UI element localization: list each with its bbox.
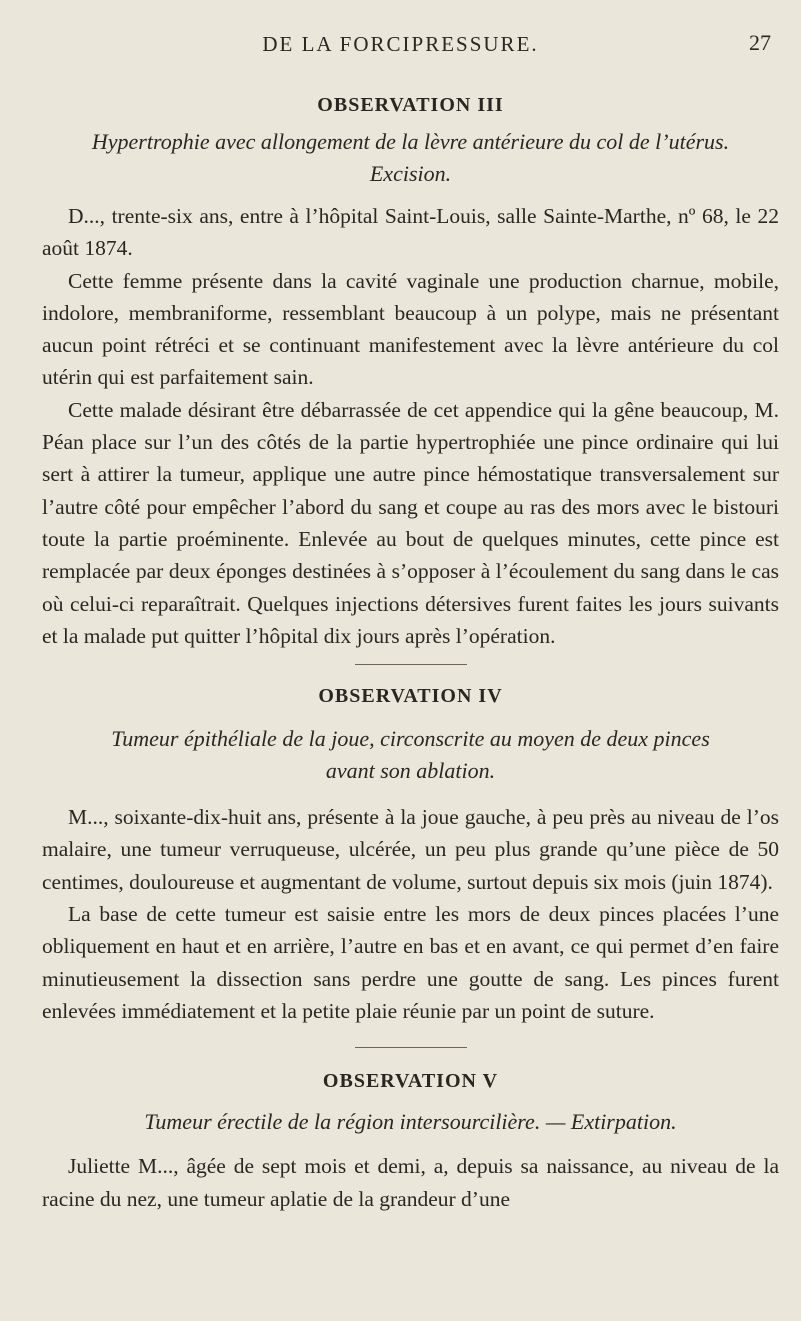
observation-4 <box>42 683 779 1027</box>
running-head <box>0 30 801 60</box>
observation-subtitle: Tumeur épithéliale de la joue, circonscrite au moyen de deux pinces <box>111 726 710 752</box>
paragraph: Juliette M..., âgée de sept mois et demi, a, depuis sa naissance, au niveau de la racine du nez, une tumeur aplatie de la grandeur d’une <box>42 1154 779 1211</box>
observation-subtitle-line-2: avant son ablation. <box>325 758 496 784</box>
observation-subtitle: Tumeur érectile de la région intersourcilière. — Extirpation. <box>144 1109 677 1135</box>
observation-heading: OBSERVATION IV <box>318 685 503 708</box>
paragraph: Cette femme présente dans la cavité vaginale une production charnue, mobile, indolore, membraniforme, ressemblant beaucoup à un polype, mais ne présentant aucun point rétréci et se continuant manifestement avec la lèvre antérieure du col utérin qui est parfaitement sain. <box>42 268 779 390</box>
observation-subtitle-line-2: Excision. <box>369 161 452 186</box>
paragraph: D..., trente-six ans, entre à l’hôpital Saint-Louis, salle Sainte-Marthe, nº 68, le 22 août 1874. <box>42 204 779 261</box>
observation-3 <box>42 92 779 652</box>
paragraph: Cette malade désirant être débarrassée de cet appendice qui la gêne beaucoup, M. Péan place sur l’un des côtés de la partie hypertrophiée une pince ordinaire qui lui sert à attirer la tumeur, applique une autre pince hémostatique transversalement sur l’autre côté pour empêcher l’abord du sang et coupe au ras des mors avec le bistouri toute la partie proéminente. Enlevée au bout de quelques minutes, cette pince est remplacée par deux éponges destinées à s’opposer à l’écoulement du sang dans le cas où celui-ci reparaîtrait. Quelques injections détersives furent faites les jours suivants et la malade put quitter l’hôpital dix jours après l’opération. <box>42 397 779 648</box>
observation-heading: OBSERVATION V <box>322 1070 499 1093</box>
page-number: 27 <box>749 30 771 55</box>
observation-5 <box>42 1068 779 1215</box>
observation-heading: OBSERVATION III <box>317 94 504 116</box>
observation-subtitle: Hypertrophie avec allongement de la lèvre antérieure du col de l’utérus. <box>91 129 730 154</box>
paragraph: La base de cette tumeur est saisie entre les mors de deux pinces placées l’une obliquement en haut et en arrière, l’autre en bas et en avant, ce qui permet d’en faire minutieusement la dissection sans perdre une goutte de sang. Les pinces furent enlevées immédiatement et la petite plaie réunie par un point de suture. <box>42 902 779 1023</box>
paragraph: M..., soixante-dix-huit ans, présente à la joue gauche, à peu près au niveau de l’os malaire, une tumeur verruqueuse, ulcérée, un peu plus grande qu’une pièce de 50 centimes, douloureuse et augmentant de volume, surtout depuis six mois (juin 1874). <box>42 805 779 894</box>
page-body <box>42 92 779 1215</box>
running-title: DE LA FORCIPRESSURE. <box>262 32 539 56</box>
